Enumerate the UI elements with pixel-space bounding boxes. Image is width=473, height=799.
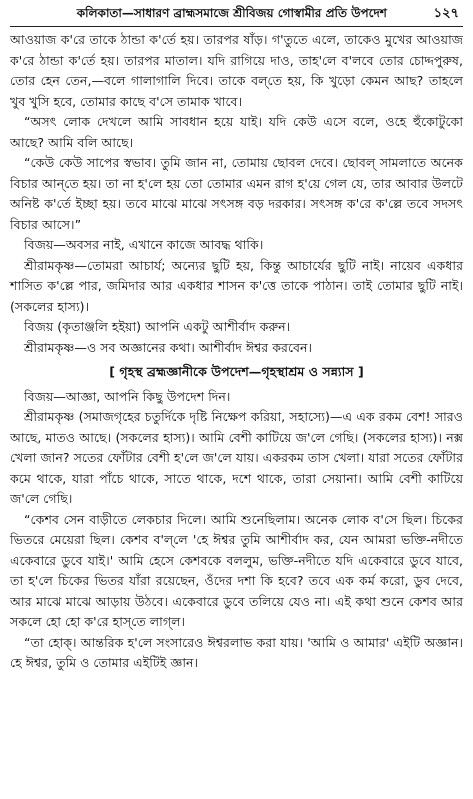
paragraph: শ্রীরামকৃষ্ণ (সমাজগৃহের চতুর্দিকে দৃষ্টি নিক্ষেপ করিয়া, সহাস্যে)—এ এক রকম বেশ! সারও আছে, মাতও আছে। (সকলের হাস্য)। আমি বেশী কাটিয়ে জ'লে গেছি। (সকলের হাস্য)। নক্স খেলা জান? সতের ফোঁটার বেশী হ'লে জ'লে যায়। একরকম তাস খেলা। যারা সতের ফোঁটার কমে থাকে, যারা পাঁচে থাকে, সাতে থাকে, দশে থাকে, তারা সেয়ানা। আমি বেশী কাটিয়ে জ'লে গেছি। xyxy=(10,409,463,506)
paragraph: “কেশব সেন বাড়ীতে লেকচার দিলে। আমি শুনেছিলাম। অনেক লোক ব'সে ছিল। চিকের ভিতরে মেয়েরা ছিল। কেশব ব'ল্‌লে 'হে ঈশ্বর তুমি আশীর্বাদ কর, যেন আমরা ভক্তি-নদীতে একেবারে ডুবে যাই।' আমি হেসে কেশবকে বললুম, ভক্তি-নদীতে যদি একেবারে ডুবে যাবে, তা হ'লে চিকের ভিতর যাঁরা রয়েছেন, ওঁদের দশা কি হবে? তবে এক কর্ম করো, ডুব দেবে, আর মাঝে মাঝে আড়ায় উঠবে। একেবারে ডুবে তলিয়ে যেও না। এই কথা শুনে কেশব আর সকলে হো হো ক'রে হাস্‌তে লাগ্‌ল। xyxy=(10,511,463,629)
running-head xyxy=(10,4,463,27)
paragraph: বিজয়—অবসর নাই, এখানে কাজে আবদ্ধ থাকি। xyxy=(24,237,264,252)
paragraph: শ্রীরামকৃষ্ণ—তোমরা আচার্য; অন্যের ছুটি হয়, কিন্তু আচার্যের ছুটি নাই। নায়েব একধার শাসিত ক'ল্লে পার, জমিদার আর একধার শাসন ক'ত্তে তাকে পাঠান। তাই তোমার ছুটি নাই। (সকলের হাস্য)। xyxy=(10,257,463,314)
page-number: ১২৭ xyxy=(433,6,459,21)
paragraph: “অসৎ লোক দেখলে আমি সাবধান হয়ে যাই। যদি কেউ এসে বলে, ওহে হুঁকোটুকো আছে? আমি বলি আছে। xyxy=(10,114,463,150)
paragraph: শ্রীরামকৃষ্ণ—ও সব অজ্ঞানের কথা। আশীর্বাদ ঈশ্বর করবেন। xyxy=(24,339,313,355)
paragraph: আওয়াজ ক'রে তাকে ঠান্ডা ক'র্তে হয়। তারপর ষাঁড়। গ'তুতে এলে, তাকেও মুখের আওয়াজ ক'রে ঠান্ডা ক'র্তে হয়। তারপর মাতাল। যদি রাগিয়ে দাও, তাহ'লে ব'লবে তোর চোদ্দপুরুষ, তোর হেন তেন,—বলে গালাগালি দিবে। তাকে বল্‌তে হয়, কি খুড়ো কেমন আছ? তাহলে খুব খুসি হবে, তোমার কাছে ব'সে তামাক খাবে। xyxy=(10,32,463,109)
section-heading: [ গৃহস্থ ব্রহ্মজ্ঞানীকে উপদেশ—গৃহস্থাশ্রম ও সন্ন্যাস ] xyxy=(109,364,364,379)
paragraph: বিজয়—আজ্ঞা, আপনি কিছু উপদেশ দিন। xyxy=(24,388,231,404)
paragraph: “কেউ কেউ সাপের স্বভাব। তুমি জান না, তোমায় ছোবল দেবে। ছোবল্ সামলাতে অনেক বিচার আন্‌তে হয়। তা না হ'লে হয় তো তোমার এমন রাগ হ'য়ে গেল যে, তার আবার উলটে অনিষ্ট ক'র্তে ইচ্ছা হয়। তবে মাঝে মাঝে সৎসঙ্গ বড় দরকার। সৎসঙ্গ ক'রে ক'ল্লে তবে সদসৎ বিচার আসে।” xyxy=(10,155,463,232)
paragraph: “তা হোক্। আন্তরিক হ'লে সংসারেও ঈশ্বরলাভ করা যায়। 'আমি ও আমার' এইটি অজ্ঞান। হে ঈশ্বর, তুমি ও তোমার এইটিই জ্ঞান। xyxy=(10,634,463,670)
paragraph: বিজয় (কৃতাঞ্জলি হইয়া) আপনি একটু আশীর্বাদ করুন। xyxy=(24,319,291,334)
body-text xyxy=(10,30,463,674)
running-head-title: কলিকাতা—সাধারণ ব্রাহ্মসমাজে শ্রীবিজয় গোস্বামীর প্রতি উপদেশ xyxy=(76,6,387,20)
